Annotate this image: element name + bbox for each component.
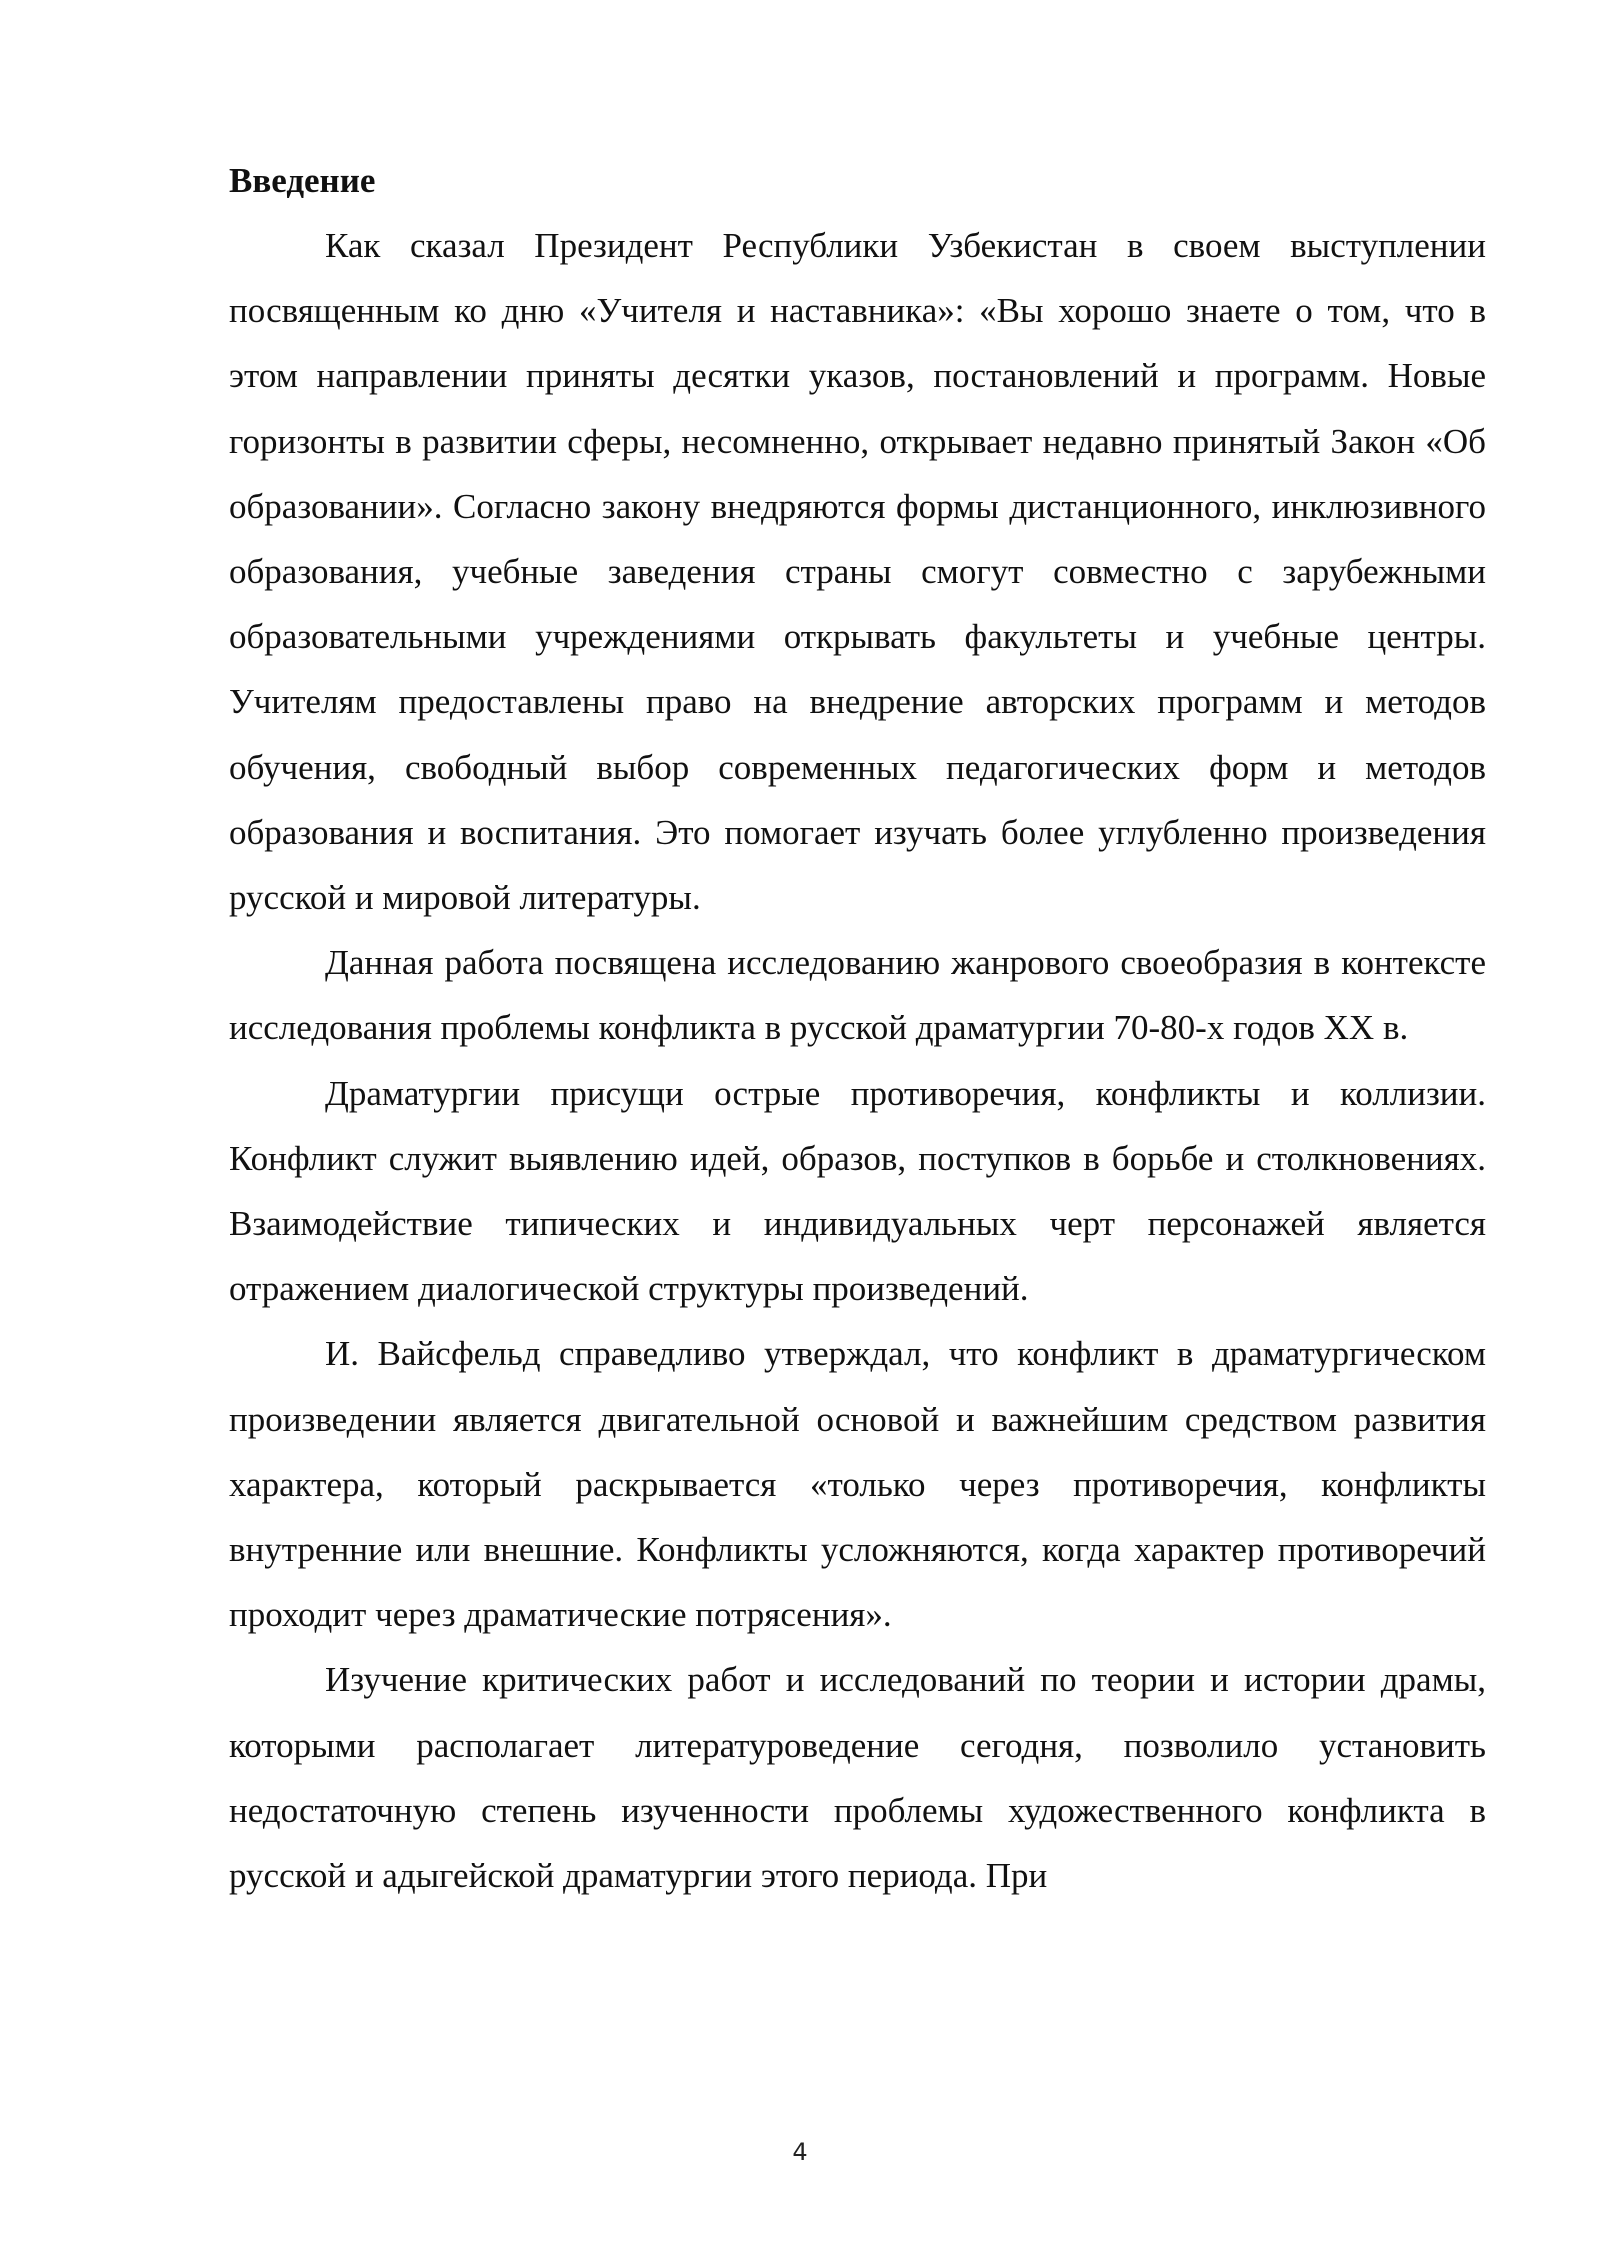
- section-heading: Введение: [229, 161, 376, 200]
- paragraph-4: И. Вайсфельд справедливо утверждал, что конфликт в драматургическом произведении является двигательной основой и важнейшим средством развития характера, который раскрывается «только через противоречия, конфликты внутренние или внешние. Конфликты усложняются, когда характер противоречий проходит через драматические потрясения».: [229, 1334, 1486, 1635]
- paragraph-5: Изучение критических работ и исследований по теории и истории драмы, которыми располагает литературоведение сегодня, позволило установить недостаточную степень изученности проблемы художественного конфликта в русской и адыгейской драматургии этого периода. При: [229, 1660, 1486, 1896]
- paragraph-3: Драматургии присущи острые противоречия, конфликты и коллизии. Конфликт служит выявлению идей, образов, поступков в борьбе и столкновениях. Взаимодействие типических и индивидуальных черт персонажей является отражением диалогической структуры произведений.: [229, 1073, 1486, 1309]
- paragraph-1: Как сказал Президент Республики Узбекистан в своем выступлении посвященным ко дню «Учителя и наставника»: «Вы хорошо знаете о том, что в этом направлении приняты десятки указов, постановлений и программ. Новые горизонты в развитии сферы, несомненно, открывает недавно принятый Закон «Об образовании». Согласно закону внедряются формы дистанционного, инклюзивного образования, учебные заведения страны смогут совместно с зарубежными образовательными учреждениями открывать факультеты и учебные центры. Учителям предоставлены право на внедрение авторских программ и методов обучения, свободный выбор современных педагогических форм и методов образования и воспитания. Это помогает изучать более углубленно произведения русской и мировой литературы.: [229, 226, 1486, 918]
- page-content: [229, 148, 1486, 1908]
- paragraph-2: Данная работа посвящена исследованию жанрового своеобразия в контексте исследования проблемы конфликта в русской драматургии 70-80-х годов XX в.: [229, 943, 1486, 1048]
- page-number: 4: [792, 2138, 808, 2166]
